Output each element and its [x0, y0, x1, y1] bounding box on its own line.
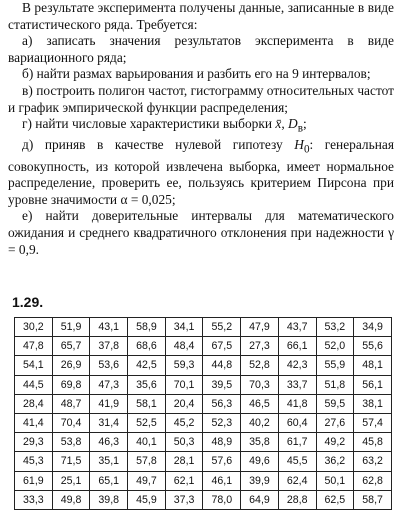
table-cell: 26,9 — [52, 356, 90, 375]
table-cell: 58,9 — [128, 318, 166, 337]
table-cell: 65,1 — [90, 471, 128, 490]
table-cell: 47,9 — [241, 318, 279, 337]
table-cell: 34,9 — [354, 318, 392, 337]
table-cell: 27,3 — [241, 337, 279, 356]
table-cell: 28,4 — [15, 394, 53, 413]
table-cell: 68,6 — [128, 337, 166, 356]
table-cell: 48,9 — [203, 433, 241, 452]
table-cell: 61,7 — [278, 433, 316, 452]
table-row — [15, 356, 392, 375]
table-cell: 31,4 — [90, 413, 128, 432]
table-cell: 30,2 — [15, 318, 53, 337]
intro-text: В результате эксперимента получены данные, записанные в виде статистического ряда. Требуется: — [8, 0, 394, 32]
table-cell: 69,8 — [52, 375, 90, 394]
table-cell: 25,1 — [52, 471, 90, 490]
table-cell: 55,9 — [316, 356, 354, 375]
table-cell: 78,0 — [203, 490, 241, 509]
task-f — [8, 208, 394, 258]
table-cell: 38,1 — [354, 394, 392, 413]
data-table-body — [15, 318, 392, 510]
table-cell: 52,8 — [241, 356, 279, 375]
table-cell: 33,3 — [15, 490, 53, 509]
table-cell: 45,8 — [354, 433, 392, 452]
data-table — [14, 317, 392, 510]
task-a-text: а) записать значения результатов эксперимента в виде вариационного ряда; — [8, 33, 394, 65]
table-cell: 35,6 — [128, 375, 166, 394]
table-cell: 62,5 — [316, 490, 354, 509]
table-cell: 57,6 — [203, 452, 241, 471]
table-cell: 66,1 — [278, 337, 316, 356]
table-cell: 55,6 — [354, 337, 392, 356]
table-cell: 49,8 — [52, 490, 90, 509]
sample-mean-symbol: x̄ — [275, 116, 282, 132]
table-cell: 39,8 — [90, 490, 128, 509]
table-cell: 67,5 — [203, 337, 241, 356]
intro-paragraph — [8, 0, 394, 33]
table-cell: 62,4 — [278, 471, 316, 490]
table-row — [15, 471, 392, 490]
table-cell: 70,3 — [241, 375, 279, 394]
table-cell: 61,9 — [15, 471, 53, 490]
table-cell: 57,8 — [128, 452, 166, 471]
table-cell: 48,7 — [52, 394, 90, 413]
task-c — [8, 83, 394, 116]
table-cell: 43,7 — [278, 318, 316, 337]
table-cell: 28,1 — [165, 452, 203, 471]
table-row — [15, 433, 392, 452]
confidence-level: γ = 0,9 — [8, 225, 394, 257]
table-cell: 33,7 — [278, 375, 316, 394]
table-row — [15, 394, 392, 413]
table-cell: 50,3 — [165, 433, 203, 452]
table-cell: 39,5 — [203, 375, 241, 394]
table-cell: 34,1 — [165, 318, 203, 337]
table-cell: 58,7 — [354, 490, 392, 509]
table-cell: 41,9 — [90, 394, 128, 413]
problem-number: 1.29. — [12, 294, 44, 310]
task-f-end: . — [35, 241, 39, 257]
table-cell: 37,3 — [165, 490, 203, 509]
table-cell: 58,1 — [128, 394, 166, 413]
significance-level: α = 0,025 — [120, 191, 172, 207]
table-cell: 27,6 — [316, 413, 354, 432]
table-cell: 20,4 — [165, 394, 203, 413]
task-d-text: г) найти числовые характеристики выборки — [22, 116, 276, 132]
task-d-separator: , — [281, 116, 289, 132]
sample-variance-subscript: в — [297, 122, 303, 135]
table-row — [15, 375, 392, 394]
null-hypothesis-subscript: 0 — [303, 144, 310, 157]
table-cell: 45,2 — [165, 413, 203, 432]
table-cell: 51,8 — [316, 375, 354, 394]
task-e-body: : генеральная совокупность, из которой извлечена выборка, имеет нормальное распределение, проверить ее, пользуясь критерием Пирсона при уровне значимости — [8, 137, 394, 207]
task-e — [8, 137, 394, 208]
table-cell: 40,2 — [241, 413, 279, 432]
table-cell: 47,8 — [15, 337, 53, 356]
table-cell: 57,4 — [354, 413, 392, 432]
table-cell: 42,3 — [278, 356, 316, 375]
table-cell: 65,7 — [52, 337, 90, 356]
table-cell: 45,9 — [128, 490, 166, 509]
table-cell: 45,5 — [278, 452, 316, 471]
task-c-text: в) построить полигон частот, гистограмму относительных частот и график эмпирической функции распределения; — [8, 82, 394, 115]
table-cell: 53,8 — [52, 433, 90, 452]
sample-variance-symbol: D — [288, 116, 298, 132]
table-cell: 62,1 — [165, 471, 203, 490]
table-cell: 44,5 — [15, 375, 53, 394]
table-cell: 49,2 — [316, 433, 354, 452]
task-e-text: д) приняв в качестве нулевой гипотезу — [22, 137, 295, 153]
table-cell: 28,8 — [278, 490, 316, 509]
table-cell: 41,8 — [278, 394, 316, 413]
table-cell: 40,1 — [128, 433, 166, 452]
task-d-end: ; — [303, 116, 307, 132]
table-row — [15, 490, 392, 509]
null-hypothesis-symbol: H — [294, 137, 304, 153]
task-f-text: е) найти доверительные интервалы для математического ожидания и среднего квадратичного отклонения при надежности — [8, 208, 394, 241]
table-cell: 46,5 — [241, 394, 279, 413]
table-cell: 52,3 — [203, 413, 241, 432]
table-cell: 42,5 — [128, 356, 166, 375]
table-cell: 62,8 — [354, 471, 392, 490]
table-cell: 46,3 — [90, 433, 128, 452]
task-d — [8, 116, 394, 137]
table-row — [15, 452, 392, 471]
table-cell: 39,9 — [241, 471, 279, 490]
table-cell: 47,3 — [90, 375, 128, 394]
table-cell: 46,1 — [203, 471, 241, 490]
task-b-text: б) найти размах варьирования и разбить его на 9 интервалов; — [22, 66, 371, 82]
table-cell: 64,9 — [241, 490, 279, 509]
table-row — [15, 318, 392, 337]
table-row — [15, 337, 392, 356]
task-a — [8, 33, 394, 66]
table-cell: 35,1 — [90, 452, 128, 471]
task-b — [8, 66, 394, 83]
table-cell: 41,4 — [15, 413, 53, 432]
table-cell: 56,3 — [203, 394, 241, 413]
table-cell: 45,3 — [15, 452, 53, 471]
table-cell: 59,5 — [316, 394, 354, 413]
table-cell: 51,9 — [52, 318, 90, 337]
task-e-end: ; — [171, 191, 176, 207]
problem-statement — [8, 0, 394, 258]
table-cell: 53,2 — [316, 318, 354, 337]
table-cell: 71,5 — [52, 452, 90, 471]
table-cell: 55,2 — [203, 318, 241, 337]
table-cell: 70,1 — [165, 375, 203, 394]
table-cell: 48,4 — [165, 337, 203, 356]
table-cell: 37,8 — [90, 337, 128, 356]
table-cell: 59,3 — [165, 356, 203, 375]
table-cell: 43,1 — [90, 318, 128, 337]
table-cell: 60,4 — [278, 413, 316, 432]
table-cell: 63,2 — [354, 452, 392, 471]
table-cell: 35,8 — [241, 433, 279, 452]
table-cell: 44,8 — [203, 356, 241, 375]
table-cell: 29,3 — [15, 433, 53, 452]
table-cell: 36,2 — [316, 452, 354, 471]
table-cell: 50,1 — [316, 471, 354, 490]
table-cell: 52,0 — [316, 337, 354, 356]
table-cell: 53,6 — [90, 356, 128, 375]
table-cell: 56,1 — [354, 375, 392, 394]
table-cell: 48,1 — [354, 356, 392, 375]
table-cell: 49,7 — [128, 471, 166, 490]
table-cell: 70,4 — [52, 413, 90, 432]
table-cell: 49,6 — [241, 452, 279, 471]
table-row — [15, 413, 392, 432]
table-cell: 52,5 — [128, 413, 166, 432]
table-cell: 54,1 — [15, 356, 53, 375]
